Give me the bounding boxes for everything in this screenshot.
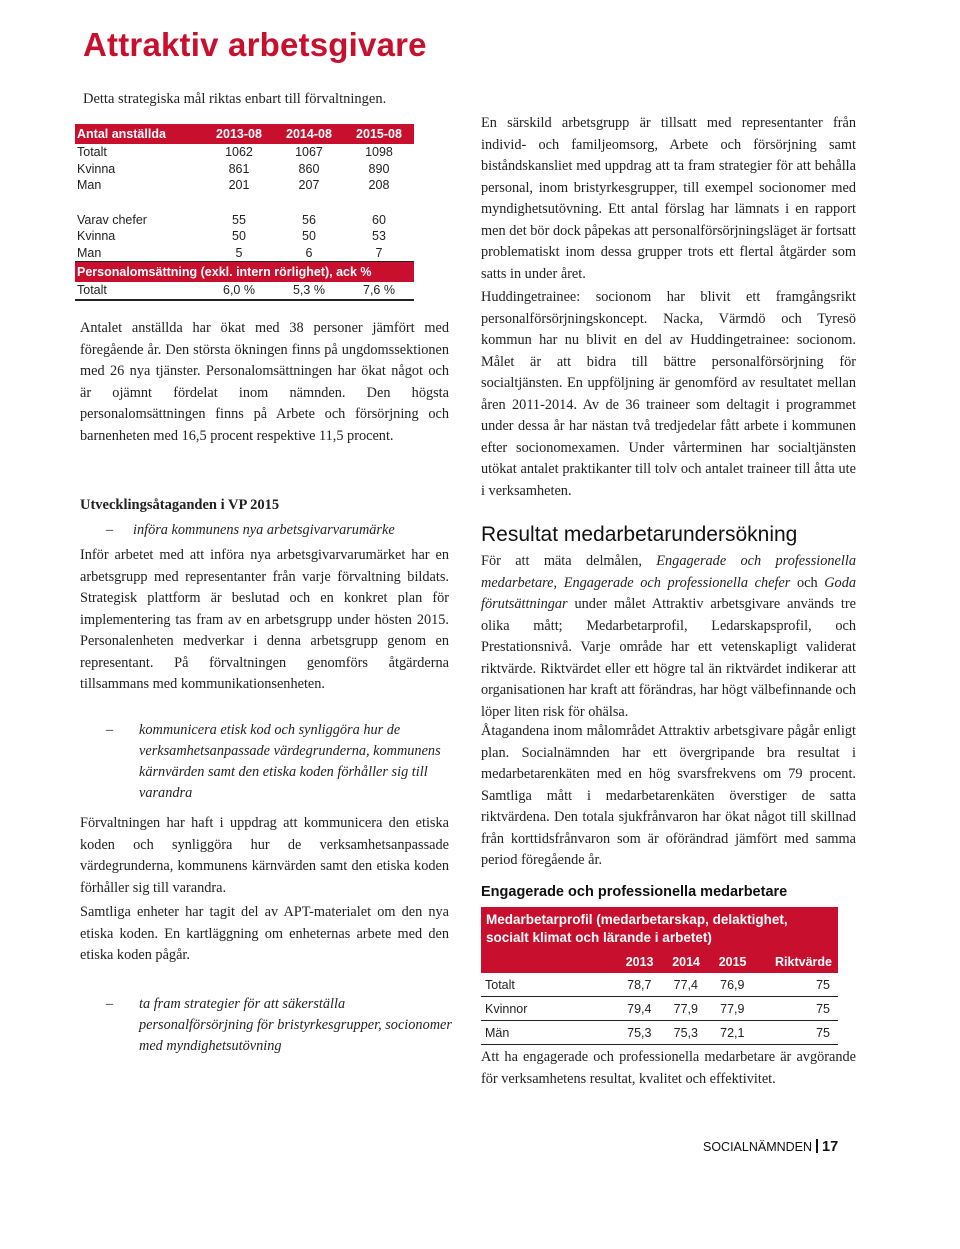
- commitment-item-text: kommunicera etisk kod och synliggöra hur de verksamhetsanpassade värdegrunderna, kommunens kärnvärden samt den etiska koden förhåller sig till varandra: [139, 722, 441, 801]
- commitment-item-text: införa kommunens nya arbetsgivarvarumärke: [133, 522, 395, 538]
- cell: 860: [298, 161, 320, 176]
- cell: 75,3: [613, 1021, 660, 1045]
- text-run: För att mäta delmålen,: [481, 553, 657, 569]
- dash-bullet: –: [106, 722, 114, 738]
- commitment-item-1: [106, 520, 453, 541]
- cell: 75: [753, 997, 839, 1021]
- cell: 201: [228, 178, 250, 192]
- page-footer: [703, 1139, 838, 1155]
- page-number: 17: [822, 1139, 839, 1155]
- cell: 861: [228, 161, 250, 176]
- table-row: [481, 973, 838, 997]
- row-label: Totalt: [481, 973, 613, 997]
- cell: 75,3: [660, 1021, 707, 1045]
- cell: 5,3 %: [274, 282, 344, 300]
- engagement-table-caption: [481, 907, 838, 951]
- text-run: och: [790, 574, 825, 591]
- table-row: [481, 997, 838, 1021]
- cell: 60: [372, 212, 386, 227]
- header-cell: 2013: [613, 951, 660, 973]
- right-paragraph-1: En särskild arbetsgrupp är tillsatt med representanter från individ- och familjeomsorg, Arbete och försörjning samt biståndskansliet med uppdrag att ta fram strategier för att behålla personal, inom bristyrkesgrupper, till exempel socionomer med myndighetsutövning. Ett antal förslag har lämnats i en rapport men det bör dock påpekas att personalförsörjningsläget är fortsatt problematiskt inom dessa grupper trots ett flertal åtgärder som satts in under året.: [481, 115, 856, 282]
- cell: 50: [302, 229, 316, 243]
- cell: 208: [368, 178, 390, 192]
- right-paragraph-5: Att ha engagerade och professionella medarbetare är avgörande för verksamhetens resultat, kvalitet och effektivitet.: [481, 1049, 856, 1087]
- cell: 55: [232, 212, 246, 227]
- cell: 77,9: [706, 997, 753, 1021]
- text-run: ,: [553, 574, 564, 591]
- cell: 75: [753, 973, 839, 997]
- right-paragraph-4: Åtagandena inom målområdet Attraktiv arbetsgivare pågår enligt plan. Socialnämnden har ett övergripande bra resultat i medarbetarenkäten med en hög svarsfrekvens om 79 procent. Samtliga mått i medarbetarenkäten överstiger de satta riktvärdena. Den totala sjukfrånvaron har ökat något till skillnad från korttidsfrånvaron som är oförändrad jämfört med samma period föregående år.: [481, 723, 856, 868]
- spacer-row: [75, 194, 414, 212]
- table-row: [75, 228, 414, 245]
- intro-text: Detta strategiska mål riktas enbart till förvaltningen.: [83, 91, 387, 107]
- header-cell: Riktvärde: [753, 951, 839, 973]
- header-cell: 2015: [706, 951, 753, 973]
- header-cell: 2015-08: [344, 124, 414, 144]
- staff-table: [75, 124, 414, 301]
- dash-bullet: –: [106, 996, 114, 1012]
- cell: 7,6 %: [344, 282, 414, 300]
- staff-table-header: [75, 124, 414, 144]
- italic-term: Goda förutsättningar: [481, 574, 856, 612]
- cell: 56: [302, 212, 316, 227]
- cell: 1067: [295, 145, 323, 159]
- row-label: Totalt: [77, 145, 107, 159]
- text-run: under målet Attraktiv arbetsgivare används tre olika mått; Medarbetarprofil, Ledarskapsprofil, och Prestationsnivå. Varje område har ett vetenskapligt validerat riktvärde. Riktvärdet eller ett högre tal än riktvärdet indikerar att organisationen har kraft att förändras, har högt välbefinnande och löper liten risk för ohälsa.: [481, 596, 856, 720]
- cell: 72,1: [706, 1021, 753, 1045]
- page-title: Attraktiv arbetsgivare: [83, 26, 427, 63]
- row-label: Varav chefer: [77, 212, 147, 227]
- commitment-item-text: ta fram strategier för att säkerställa personalförsörjning för bristyrkesgrupper, socionomer med myndighetsutövning: [139, 996, 452, 1054]
- left-paragraph-2: Inför arbetet med att införa nya arbetsgivarvarumärket har en arbetsgrupp med representanter från varje förvaltning bildats. Strategisk plattform är beslutad och en konkret plan för implementering tas fram av en arbetsgrupp under hösten 2015. Personalenheten medverkar i denna arbetsgrupp genom en representant. På förvaltningen genomförs åtgärderna tillsammans med kommunikationsenheten.: [80, 547, 449, 692]
- right-paragraph-3: [481, 551, 856, 723]
- caption-cell: Medarbetarprofil (medarbetarskap, delaktighet, socialt klimat och lärande i arbetet): [481, 907, 838, 951]
- cell: 207: [298, 178, 320, 192]
- cell: 5: [204, 245, 274, 262]
- right-paragraph-2: Huddingetrainee: socionom har blivit ett framgångsrikt personalförsörjningskoncept. Nacka, Värmdö och Tyresö kommun har nu blivit en del av Huddingetrainee: socionom. Målet är att bidra till bättre personalförsörjning för socialtjänsten. En uppföljning är genomförd av resultatet mellan åren 2011-2014. Av de 36 traineer som deltagit i programmet under dessa år har nästan två tredjedelar fått arbete i kommunen efter socionomexamen. Under vårterminen har socialtjänsten utökat antalet praktikanter till tolv och antalet traineer till åtta ute i verksamheten.: [481, 289, 856, 499]
- cell: 77,9: [660, 997, 707, 1021]
- row-label: Totalt: [75, 282, 204, 300]
- row-label: Man: [77, 178, 102, 192]
- row-label: Män: [481, 1021, 613, 1045]
- turnover-header-cell: Personalomsättning (exkl. intern rörlighet), ack %: [75, 262, 414, 283]
- cell: 6,0 %: [204, 282, 274, 300]
- engagement-table-heading: Engagerade och professionella medarbetare: [481, 884, 788, 900]
- turnover-header: [75, 262, 414, 283]
- header-cell: 2014: [660, 951, 707, 973]
- commitment-item-2: [106, 720, 457, 804]
- table-row: [75, 282, 414, 300]
- left-paragraph-1: Antalet anställda har ökat med 38 personer jämfört med föregående år. Den största ökningen finns på ungdomssektionen med 26 nya tjänster. Personalomsättningen har ökat något och är ojämnt fördelat inom nämnden. Den högsta personalomsättningen finns på Arbete och försörjning och barnenheten med 16,5 procent respektive 11,5 procent.: [80, 320, 449, 444]
- cell: 7: [344, 245, 414, 262]
- table-row: [481, 1021, 838, 1045]
- left-paragraph-4: Samtliga enheter har tagit del av APT-materialet om den nya etiska koden. En kartläggning om enheternas arbete med den etiska koden pågår.: [80, 904, 449, 963]
- dash-bullet: –: [106, 522, 114, 538]
- left-paragraph-3: Förvaltningen har haft i uppdrag att kommunicera den etiska koden och synliggöra hur de verksamhetsanpassade värdegrunderna, kommunens kärnvärden samt den etiska koden förhåller sig till varandra.: [80, 815, 449, 896]
- footer-label: SOCIALNÄMNDEN: [703, 1140, 813, 1154]
- header-cell: 2013-08: [204, 124, 274, 144]
- cell: 1062: [225, 145, 253, 159]
- cell: 78,7: [613, 973, 660, 997]
- survey-results-heading: Resultat medarbetarundersökning: [481, 523, 798, 546]
- row-label: Kvinnor: [481, 997, 613, 1021]
- header-cell: [481, 951, 613, 973]
- header-cell: Antal anställda: [75, 124, 204, 144]
- engagement-table-header: [481, 951, 838, 973]
- cell: 53: [372, 229, 386, 243]
- italic-term: Engagerade och professionella medarbetare: [481, 553, 856, 591]
- cell: 77,4: [660, 973, 707, 997]
- table-row: [75, 144, 414, 161]
- table-row: [75, 177, 414, 194]
- commitments-heading: Utvecklingsåtaganden i VP 2015: [80, 497, 280, 513]
- cell: 1098: [365, 145, 393, 159]
- cell: 50: [232, 229, 246, 243]
- cell: 79,4: [613, 997, 660, 1021]
- footer-divider: [816, 1139, 818, 1153]
- cell: 75: [753, 1021, 839, 1045]
- table-row: [75, 245, 414, 262]
- commitment-item-3: [106, 994, 457, 1057]
- table-row: [75, 161, 414, 178]
- row-label: Kvinna: [77, 161, 116, 176]
- engagement-table: [481, 907, 838, 1045]
- italic-term: Engagerade och professionella chefer: [563, 574, 791, 591]
- cell: 890: [368, 161, 390, 176]
- row-label: Man: [75, 245, 204, 262]
- cell: 76,9: [706, 973, 753, 997]
- header-cell: 2014-08: [274, 124, 344, 144]
- cell: 6: [274, 245, 344, 262]
- table-row: [75, 212, 414, 229]
- row-label: Kvinna: [77, 229, 116, 243]
